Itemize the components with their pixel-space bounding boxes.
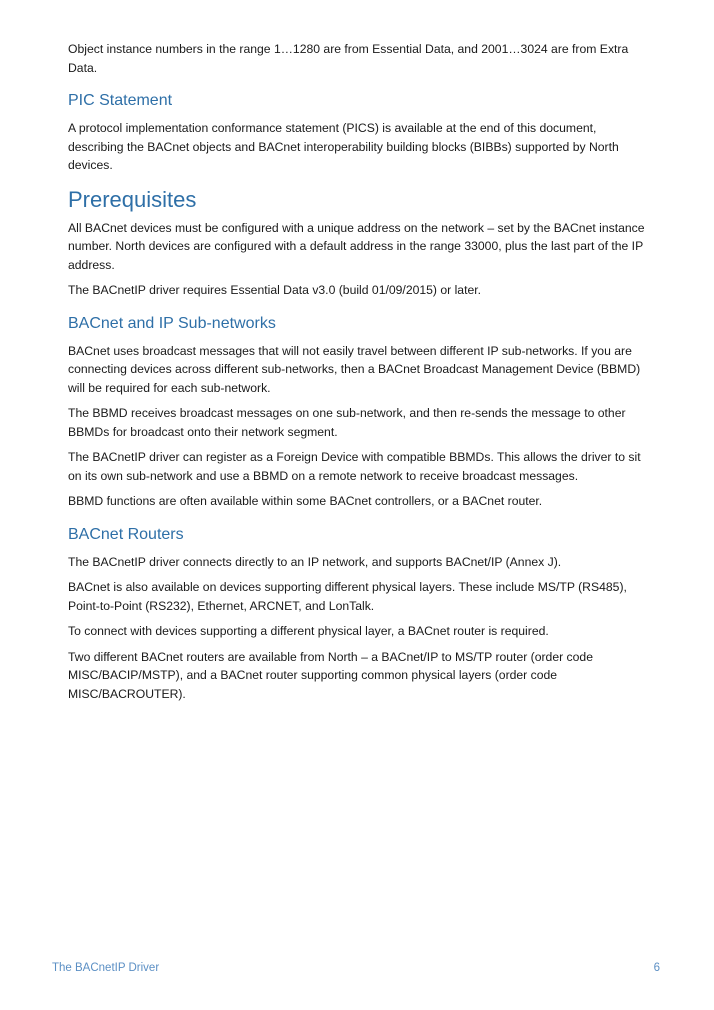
routers-paragraph-4: Two different BACnet routers are available from North – a BACnet/IP to MS/TP router (order code MISC/BACIP/MSTP), and a BACnet router supporting common physical layers (order code MISC/BACROUTER). — [68, 649, 593, 701]
prereq-paragraph-1: All BACnet devices must be configured with a unique address on the network – set by the BACnet instance number. North devices are configured with a default address in the range 33000, plus the last part of the IP address. — [68, 220, 645, 272]
subnets-paragraph-1: BACnet uses broadcast messages that will not easily travel between different IP sub-networks. If you are connecting devices across different sub-networks, then a BACnet Broadcast Management Device (BBMD) will be required for each sub-network. — [68, 343, 641, 395]
document-body — [68, 40, 646, 710]
section-heading-routers: BACnet Routers — [68, 525, 184, 543]
intro-paragraph: Object instance numbers in the range 1…1280 are from Essential Data, and 2001…3024 are from Extra Data. — [68, 42, 629, 75]
routers-paragraph-2: BACnet is also available on devices supporting different physical layers. These include MS/TP (RS485), Point-to-Point (RS232), Ethernet, ARCNET, and LonTalk. — [68, 580, 627, 613]
subnets-paragraph-4: BBMD functions are often available within some BACnet controllers, or a BACnet router. — [68, 494, 543, 508]
subnets-paragraph-2: The BBMD receives broadcast messages on one sub-network, and then re-sends the message to other BBMDs for broadcast onto their network segment. — [68, 406, 626, 439]
section-heading-prerequisites: Prerequisites — [68, 186, 197, 212]
section-heading-subnetworks: BACnet and IP Sub-networks — [68, 314, 276, 332]
subnets-paragraph-3: The BACnetIP driver can register as a Foreign Device with compatible BBMDs. This allows the driver to sit on its own sub-network and use a BBMD on a remote network to receive broadcast messages. — [68, 450, 641, 483]
pic-paragraph: A protocol implementation conformance statement (PICS) is available at the end of this document, describing the BACnet objects and BACnet interoperability building blocks (BIBBs) supported by North devices. — [68, 121, 619, 172]
footer-document-title: The BACnetIP Driver — [52, 962, 160, 974]
footer-page-number: 6 — [653, 962, 660, 974]
routers-paragraph-3: To connect with devices supporting a different physical layer, a BACnet router is required. — [68, 624, 549, 638]
routers-paragraph-1: The BACnetIP driver connects directly to an IP network, and supports BACnet/IP (Annex J). — [68, 554, 562, 569]
prereq-paragraph-2: The BACnetIP driver requires Essential Data v3.0 (build 01/09/2015) or later. — [68, 283, 482, 297]
section-heading-pic-statement: PIC Statement — [68, 92, 173, 109]
